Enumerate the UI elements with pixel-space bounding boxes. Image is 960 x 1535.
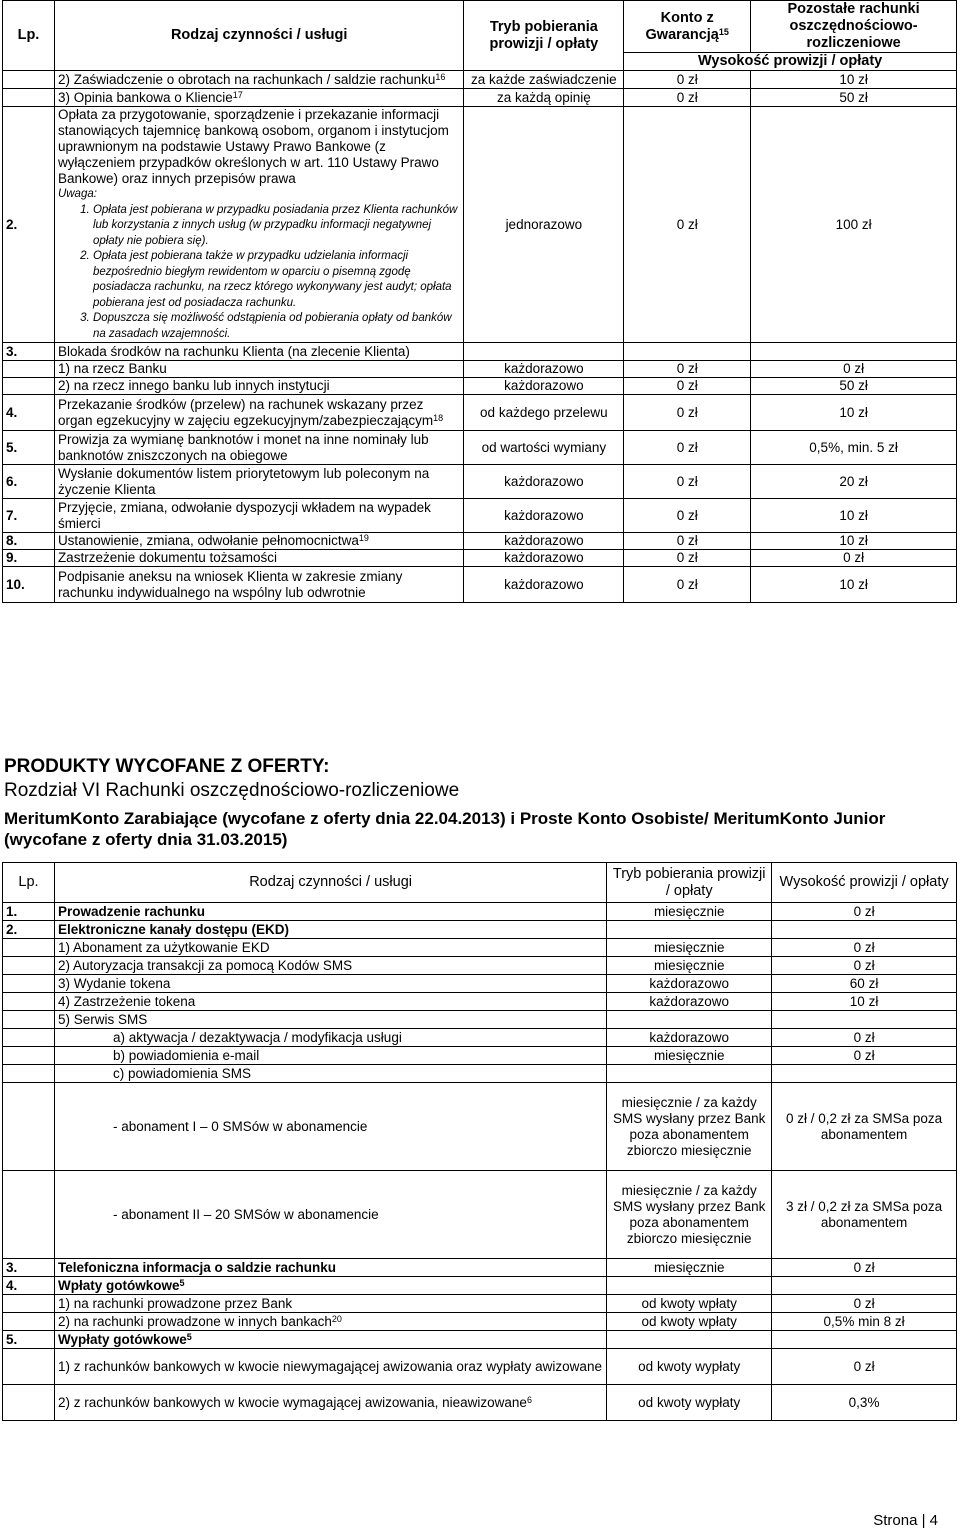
row-service <box>54 921 606 939</box>
row-fee-other: 10 zł <box>751 71 957 89</box>
table-row <box>3 975 957 993</box>
service-text: 2) na rzecz innego banku lub innych instytucji <box>57 378 330 393</box>
service-text: 3) Opinia bankowa o Kliencie <box>57 89 233 105</box>
service-text: - abonament I – 0 SMSów w abonamencie <box>112 1118 368 1134</box>
row-lp <box>3 71 55 89</box>
row-service <box>54 533 464 550</box>
row-mode: każdorazowo <box>464 567 624 603</box>
row-lp <box>3 1047 55 1065</box>
note-item: 2. Opłata jest pobierana także w przypadku udzielania informacji bezpośrednio biegłym rewidentom w oparciu o pisemną zgodę posiadacza rachunku, na rzecz którego wykonywany jest audyt; opłata pobierana jest od posiadacza rachunku. <box>93 249 461 311</box>
page-number: Strona | 4 <box>873 1512 938 1529</box>
service-text: Wysłanie dokumentów listem priorytetowym lub poleconym na życzenie Klienta <box>57 465 430 497</box>
footnote-ref: 5 <box>186 1331 192 1342</box>
row-fee-other: 10 zł <box>751 395 957 431</box>
table-row <box>3 1011 957 1029</box>
footnote-ref: 20 <box>331 1313 342 1324</box>
row-mode: każdorazowo <box>464 533 624 550</box>
row-lp <box>3 1295 55 1313</box>
row-lp: 9. <box>3 550 55 567</box>
row-amount: 3 zł / 0,2 zł za SMSa poza abonamentem <box>772 1171 957 1259</box>
row-mode <box>607 1277 772 1295</box>
row-fee-other: 20 zł <box>751 465 957 499</box>
row-lp: 5. <box>3 431 55 465</box>
row-service <box>54 1313 606 1331</box>
footnote-ref: 18 <box>433 412 444 423</box>
row-fee-other: 0,5%, min. 5 zł <box>751 431 957 465</box>
table-row <box>3 939 957 957</box>
row-mode: każdorazowo <box>464 550 624 567</box>
row-mode: każdorazowo <box>607 1029 772 1047</box>
row-amount: 0,5% min 8 zł <box>772 1313 957 1331</box>
note-item: 3. Dopuszcza się możliwość odstąpienia od pobierania opłaty od banków na zasadach wzajemności. <box>93 311 461 342</box>
notes-list <box>58 203 461 343</box>
row-fee-konto-gwarancja: 0 zł <box>624 499 751 533</box>
table-row <box>3 1385 957 1421</box>
table-row <box>3 1083 957 1171</box>
row-mode: od kwoty wypłaty <box>607 1349 772 1385</box>
table-row <box>3 107 957 343</box>
row-lp: 3. <box>3 343 55 361</box>
table-row <box>3 903 957 921</box>
col-service-header: Rodzaj czynności / usługi <box>54 863 606 903</box>
table-row <box>3 1047 957 1065</box>
row-fee-konto-gwarancja <box>624 343 751 361</box>
service-text: 1) na rachunki prowadzone przez Bank <box>57 1295 293 1311</box>
table-row <box>3 993 957 1011</box>
row-lp <box>3 1065 55 1083</box>
table-row <box>3 550 957 567</box>
service-text: b) powiadomienia e-mail <box>112 1047 260 1063</box>
table-row <box>3 1349 957 1385</box>
table-row <box>3 1171 957 1259</box>
row-amount: 60 zł <box>772 975 957 993</box>
row-service <box>54 1047 606 1065</box>
row-lp <box>3 1171 55 1259</box>
row-fee-other: 10 zł <box>751 533 957 550</box>
row-service <box>54 993 606 1011</box>
row-fee-konto-gwarancja: 0 zł <box>624 107 751 343</box>
row-amount: 10 zł <box>772 993 957 1011</box>
col-mode-header: Tryb pobierania prowizji / opłaty <box>464 1 624 71</box>
row-lp: 8. <box>3 533 55 550</box>
service-text: 1) z rachunków bankowych w kwocie niewymagającej awizowania oraz wypłaty awizowane <box>57 1358 602 1374</box>
service-text: 4) Zastrzeżenie tokena <box>57 993 196 1009</box>
col-mode-header: Tryb pobierania prowizji / opłaty <box>607 863 772 903</box>
row-service <box>54 550 464 567</box>
row-mode: miesięcznie / za każdy SMS wysłany przez Bank poza abonamentem zbiorczo miesięcznie <box>607 1171 772 1259</box>
col-lp-header: Lp. <box>3 1 55 71</box>
row-lp: 2. <box>3 107 55 343</box>
col-other-accounts-header: Pozostałe rachunki oszczędnościowo-rozliczeniowe <box>751 1 957 53</box>
table-row <box>3 395 957 431</box>
row-service <box>54 1171 606 1259</box>
notes-label: Uwaga: <box>57 188 97 200</box>
service-text: 3) Wydanie tokena <box>57 975 171 991</box>
service-text: Prowadzenie rachunku <box>57 903 205 919</box>
service-text: 2) z rachunków bankowych w kwocie wymagającej awizowania, nieawizowane <box>57 1394 527 1410</box>
row-amount <box>772 1331 957 1349</box>
row-mode <box>607 1065 772 1083</box>
table-row <box>3 921 957 939</box>
row-lp: 1. <box>3 903 55 921</box>
row-service <box>54 465 464 499</box>
table-row <box>3 1259 957 1277</box>
col-amount-header: Wysokość prowizji / opłaty <box>624 53 957 71</box>
row-amount: 0 zł <box>772 903 957 921</box>
row-lp <box>3 1385 55 1421</box>
row-mode <box>607 921 772 939</box>
row-service <box>54 1011 606 1029</box>
row-amount: 0 zł <box>772 1047 957 1065</box>
row-mode: miesięcznie <box>607 957 772 975</box>
row-lp: 3. <box>3 1259 55 1277</box>
row-lp <box>3 378 55 395</box>
note-item: 1. Opłata jest pobierana w przypadku posiadania przez Klienta rachunków lub korzystania z innych usług (w przypadku informacji negatywnej opłaty nie pobiera się). <box>93 203 461 250</box>
row-mode: każdorazowo <box>464 361 624 378</box>
service-text: 2) Autoryzacja transakcji za pomocą Kodów SMS <box>57 957 353 973</box>
service-text: Blokada środków na rachunku Klienta (na zlecenie Klienta) <box>57 343 410 359</box>
products-heading: MeritumKonto Zarabiające (wycofane z oferty dnia 22.04.2013) i Proste Konto Osobiste/ MeritumKonto Junior (wycofane z oferty dnia 31.03.2015) <box>4 809 886 849</box>
row-lp <box>3 993 55 1011</box>
service-text: Przyjęcie, zmiana, odwołanie dyspozycji wkładem na wypadek śmierci <box>57 499 431 531</box>
row-mode: od każdego przelewu <box>464 395 624 431</box>
table-row <box>3 71 957 89</box>
service-text: Opłata za przygotowanie, sporządzenie i przekazanie informacji stanowiących tajemnicę bankową osobom, organom i instytucjom uprawnionym na podstawie Ustawy Prawo Bankowe (z wyłączeniem przypadków określonych w art. 110 Ustawy Prawo Bankowe) oraz innych przepisów prawa <box>57 107 449 186</box>
service-text: Wpłaty gotówkowe <box>57 1277 180 1293</box>
service-text: Telefoniczna informacja o saldzie rachunku <box>57 1259 337 1275</box>
row-lp: 4. <box>3 395 55 431</box>
service-text: 2) na rachunki prowadzone w innych bankach <box>57 1313 332 1329</box>
row-lp <box>3 361 55 378</box>
row-fee-konto-gwarancja: 0 zł <box>624 71 751 89</box>
row-service <box>54 431 464 465</box>
row-lp <box>3 89 55 107</box>
service-text: Przekazanie środków (przelew) na rachunek wskazany przez organ egzekucyjny w zajęciu egzekucyjnym/zabezpieczającym <box>57 396 434 428</box>
table-row <box>3 343 957 361</box>
row-amount: 0 zł / 0,2 zł za SMSa poza abonamentem <box>772 1083 957 1171</box>
row-fee-other <box>751 343 957 361</box>
service-text: Zastrzeżenie dokumentu tożsamości <box>57 550 278 565</box>
row-lp: 2. <box>3 921 55 939</box>
row-mode: każdorazowo <box>607 975 772 993</box>
row-fee-other: 100 zł <box>751 107 957 343</box>
row-amount: 0 zł <box>772 1295 957 1313</box>
row-amount: 0 zł <box>772 1349 957 1385</box>
row-service <box>54 378 464 395</box>
row-amount: 0 zł <box>772 957 957 975</box>
row-lp <box>3 939 55 957</box>
table-row <box>3 499 957 533</box>
row-service <box>54 1065 606 1083</box>
row-mode: jednorazowo <box>464 107 624 343</box>
row-amount: 0,3% <box>772 1385 957 1421</box>
service-text: 1) Abonament za użytkowanie EKD <box>57 939 270 955</box>
row-service <box>54 975 606 993</box>
table-row <box>3 1313 957 1331</box>
table-row <box>3 431 957 465</box>
row-service <box>54 361 464 378</box>
chapter-heading: Rozdział VI Rachunki oszczędnościowo-rozliczeniowe <box>4 780 460 801</box>
row-lp: 7. <box>3 499 55 533</box>
row-mode: miesięcznie <box>607 1047 772 1065</box>
row-fee-konto-gwarancja: 0 zł <box>624 533 751 550</box>
table-row <box>3 1331 957 1349</box>
row-mode: miesięcznie / za każdy SMS wysłany przez Bank poza abonamentem zbiorczo miesięcznie <box>607 1083 772 1171</box>
row-service <box>54 1259 606 1277</box>
col-service-header: Rodzaj czynności / usługi <box>54 1 464 71</box>
row-mode: miesięcznie <box>607 903 772 921</box>
row-fee-konto-gwarancja: 0 zł <box>624 550 751 567</box>
row-mode: miesięcznie <box>607 939 772 957</box>
service-text: c) powiadomienia SMS <box>112 1065 252 1081</box>
row-mode: od wartości wymiany <box>464 431 624 465</box>
table-row <box>3 1295 957 1313</box>
row-service <box>54 499 464 533</box>
row-service <box>54 107 464 343</box>
table-row <box>3 1029 957 1047</box>
row-mode: od kwoty wpłaty <box>607 1313 772 1331</box>
row-fee-konto-gwarancja: 0 zł <box>624 378 751 395</box>
row-fee-konto-gwarancja: 0 zł <box>624 361 751 378</box>
row-service <box>54 89 464 107</box>
row-fee-other: 50 zł <box>751 89 957 107</box>
row-service <box>54 939 606 957</box>
row-amount <box>772 1011 957 1029</box>
row-fee-konto-gwarancja: 0 zł <box>624 395 751 431</box>
table-row <box>3 1065 957 1083</box>
row-mode <box>607 1011 772 1029</box>
row-lp <box>3 1029 55 1047</box>
row-mode: każdorazowo <box>607 993 772 1011</box>
row-mode: od kwoty wpłaty <box>607 1295 772 1313</box>
row-fee-other: 0 zł <box>751 361 957 378</box>
col-konto-gwarancja-header: Konto z Gwarancją$^{15}$ <box>624 1 751 53</box>
service-text: 5) Serwis SMS <box>57 1011 148 1027</box>
row-service <box>54 395 464 431</box>
row-amount <box>772 1065 957 1083</box>
row-mode: każdorazowo <box>464 465 624 499</box>
row-lp <box>3 975 55 993</box>
row-fee-konto-gwarancja: 0 zł <box>624 89 751 107</box>
row-lp: 10. <box>3 567 55 603</box>
service-text: 1) na rzecz Banku <box>57 361 167 376</box>
footnote-ref: 5 <box>179 1277 185 1288</box>
row-service <box>54 71 464 89</box>
row-lp <box>3 957 55 975</box>
service-text: - abonament II – 20 SMSów w abonamencie <box>112 1206 379 1222</box>
service-text: Ustanowienie, zmiana, odwołanie pełnomocnictwa <box>57 533 359 548</box>
row-service <box>54 903 606 921</box>
row-service <box>54 1295 606 1313</box>
row-amount: 0 zł <box>772 1259 957 1277</box>
row-mode: miesięcznie <box>607 1259 772 1277</box>
table-row <box>3 361 957 378</box>
fees-table-lower <box>2 862 957 1421</box>
service-text: Wypłaty gotówkowe <box>57 1331 187 1347</box>
row-service <box>54 1331 606 1349</box>
row-fee-konto-gwarancja: 0 zł <box>624 567 751 603</box>
row-fee-konto-gwarancja: 0 zł <box>624 431 751 465</box>
withdrawn-products-heading: PRODUKTY WYCOFANE Z OFERTY: <box>4 756 330 777</box>
row-mode: każdorazowo <box>464 499 624 533</box>
row-mode <box>607 1331 772 1349</box>
row-mode: od kwoty wypłaty <box>607 1385 772 1421</box>
footnote-ref: 16 <box>435 71 446 82</box>
col-lp-header: Lp. <box>3 863 55 903</box>
fees-table-upper <box>2 0 957 603</box>
row-mode: za każdą opinię <box>464 89 624 107</box>
footnote-ref: 17 <box>232 89 243 100</box>
service-text: Elektroniczne kanały dostępu (EKD) <box>57 921 290 937</box>
row-lp: 5. <box>3 1331 55 1349</box>
footnote-ref: 19 <box>358 533 369 543</box>
table-row <box>3 957 957 975</box>
row-lp: 4. <box>3 1277 55 1295</box>
service-text: Prowizja za wymianę banknotów i monet na inne nominały lub banknotów zniszczonych na obiegowe <box>57 431 429 463</box>
row-lp <box>3 1083 55 1171</box>
col-amount-header: Wysokość prowizji / opłaty <box>772 863 957 903</box>
row-lp: 6. <box>3 465 55 499</box>
table-row <box>3 89 957 107</box>
table-row <box>3 378 957 395</box>
row-fee-other: 50 zł <box>751 378 957 395</box>
row-fee-other: 0 zł <box>751 550 957 567</box>
service-text: 2) Zaświadczenie o obrotach na rachunkach / saldzie rachunku <box>57 71 436 87</box>
row-mode <box>464 343 624 361</box>
row-fee-konto-gwarancja: 0 zł <box>624 465 751 499</box>
row-amount: 0 zł <box>772 939 957 957</box>
row-service <box>54 1029 606 1047</box>
row-lp <box>3 1011 55 1029</box>
notes-block <box>58 187 461 342</box>
row-service <box>54 1083 606 1171</box>
service-text: a) aktywacja / dezaktywacja / modyfikacja usługi <box>112 1029 402 1045</box>
row-lp <box>3 1313 55 1331</box>
row-service <box>54 1349 606 1385</box>
table-row <box>3 533 957 550</box>
row-service <box>54 1385 606 1421</box>
row-amount <box>772 1277 957 1295</box>
table-row <box>3 1277 957 1295</box>
row-lp <box>3 1349 55 1385</box>
row-mode: każdorazowo <box>464 378 624 395</box>
footnote-ref: 6 <box>526 1394 532 1405</box>
row-amount <box>772 921 957 939</box>
row-amount: 0 zł <box>772 1029 957 1047</box>
table-row <box>3 465 957 499</box>
row-mode: za każde zaświadczenie <box>464 71 624 89</box>
row-fee-other: 10 zł <box>751 567 957 603</box>
service-text: Podpisanie aneksu na wniosek Klienta w zakresie zmiany rachunku indywidualnego na wspólny lub odwrotnie <box>57 568 403 600</box>
row-fee-other: 10 zł <box>751 499 957 533</box>
row-service <box>54 957 606 975</box>
row-service <box>54 343 464 361</box>
row-service <box>54 567 464 603</box>
table-row <box>3 567 957 603</box>
row-service <box>54 1277 606 1295</box>
